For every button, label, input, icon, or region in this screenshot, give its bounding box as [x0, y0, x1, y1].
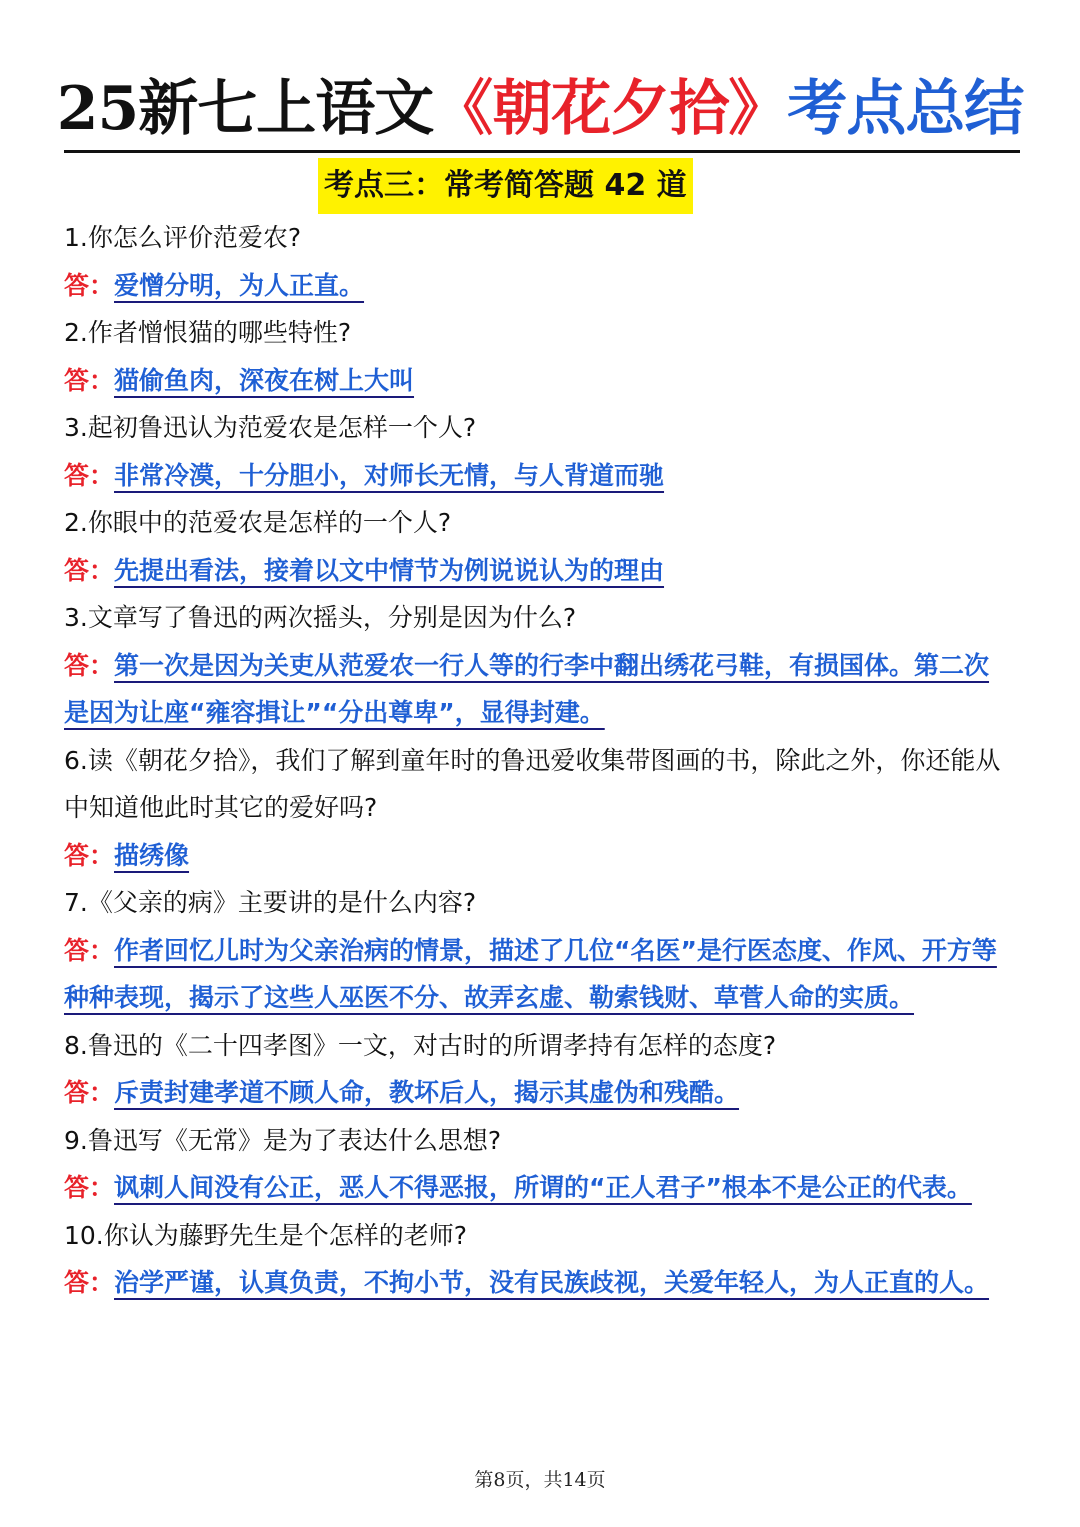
answer-label: 答：: [64, 935, 115, 965]
answer-block: [64, 262, 1004, 310]
question-text: 1.你怎么评价范爱农?: [64, 223, 302, 252]
answer-text: 第一次是因为关吏从范爱农一行人等的行李中翻出绣花弓鞋，有损国体。第二次是因为让座“雍容揖让”“分出尊卑”，显得封建。: [64, 650, 990, 727]
question-text: 7.《父亲的病》主要讲的是什么内容?: [64, 888, 477, 917]
answer-block: [64, 832, 1004, 880]
answer-text: 斥责封建孝道不顾人命，教坏后人，揭示其虚伪和残酷。: [114, 1078, 740, 1107]
title-book-name: 《朝花夕拾》: [433, 74, 788, 144]
answer-text: 治学严谨，认真负责，不拘小节，没有民族歧视，关爱年轻人，为人正直的人。: [114, 1268, 990, 1297]
answer-label: 答：: [64, 1078, 115, 1107]
answer-block: [64, 1069, 1004, 1117]
answer-label: 答：: [64, 1173, 115, 1202]
answer-label: 答：: [64, 840, 115, 870]
question-text: 10.你认为藤野先生是个怎样的老师?: [64, 1220, 468, 1250]
question-text: 8.鲁迅的《二十四孝图》一文，对古时的所谓孝持有怎样的态度?: [64, 1030, 777, 1060]
answer-text: 猫偷鱼肉，深夜在树上大叫: [114, 365, 415, 395]
question-text: 2.作者憎恨猫的哪些特性?: [64, 318, 352, 347]
answer-label: 答：: [64, 555, 115, 585]
section-heading: 考点三：常考简答题 42 道: [318, 158, 693, 214]
page-number: 第8页，共14页: [474, 1469, 606, 1491]
answer-block: [64, 452, 1004, 500]
answer-block: [64, 642, 1004, 737]
answer-text: 非常冷漠，十分胆小，对师长无情，与人背道而驰: [114, 460, 665, 490]
answer-block: [64, 357, 1004, 405]
question-text: 6.读《朝花夕拾》，我们了解到童年时的鲁迅爱收集带图画的书，除此之外，你还能从中知道他此时其它的爱好吗?: [64, 745, 1001, 822]
title-summary: 考点总结: [787, 74, 1024, 144]
title-divider: [64, 150, 1020, 153]
answer-text: 作者回忆儿时为父亲治病的情景，描述了几位“名医”是行医态度、作风、开方等种种表现，揭示了这些人巫医不分、故弄玄虚、勒索钱财、草菅人命的实质。: [64, 935, 997, 1012]
answer-label: 答：: [64, 365, 115, 395]
answer-text: 先提出看法，接着以文中情节为例说说认为的理由: [114, 555, 665, 585]
question-text: 2.你眼中的范爱农是怎样的一个人?: [64, 508, 452, 537]
answer-block: [64, 927, 1004, 1022]
question-text: 3.文章写了鲁迅的两次摇头，分别是因为什么?: [64, 603, 577, 632]
question-text: 3.起初鲁迅认为范爱农是怎样一个人?: [64, 413, 477, 442]
answer-block: [64, 547, 1004, 595]
answer-text: 爱憎分明，为人正直。: [114, 270, 365, 300]
answer-block: [64, 1259, 1004, 1307]
qa-list: [64, 214, 1004, 1307]
answer-text: 讽刺人间没有公正，恶人不得恶报，所谓的“正人君子”根本不是公正的代表。: [114, 1173, 972, 1202]
title-grade-subject: 25新七上语文: [56, 74, 434, 144]
answer-label: 答：: [64, 270, 115, 300]
answer-label: 答：: [64, 1268, 115, 1297]
answer-label: 答：: [64, 650, 115, 680]
answer-block: [64, 1164, 1004, 1212]
answer-label: 答：: [64, 460, 115, 490]
question-text: 9.鲁迅写《无常》是为了表达什么思想?: [64, 1125, 502, 1155]
page-title: [0, 70, 1080, 148]
answer-text: 描绣像: [114, 840, 190, 870]
